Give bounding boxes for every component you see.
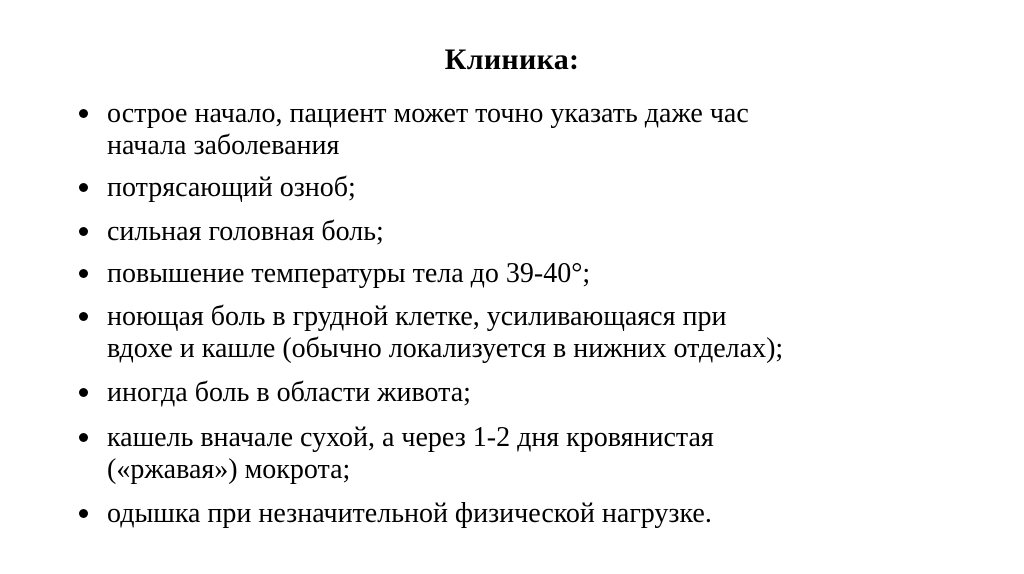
bullet-dot-icon: [79, 388, 88, 397]
bullet-dot-icon: [79, 509, 88, 518]
list-item-text: иногда боль в области живота;: [107, 377, 471, 408]
slide-title: Клиника:: [444, 43, 580, 76]
list-item-line: начала заболевания: [107, 130, 340, 161]
list-item-line: ноющая боль в грудной клетке, усиливающаяся при: [107, 301, 727, 332]
list-item-text: повышение температуры тела до 39-40°;: [107, 258, 591, 289]
list-item-line: острое начало, пациент может точно указать даже час: [107, 98, 749, 129]
list-item-text: [107, 422, 949, 486]
bullet-dot-icon: [79, 109, 88, 118]
bullet-dot-icon: [79, 433, 88, 442]
list-item-line: кашель вначале сухой, а через 1-2 дня кровянистая: [107, 422, 714, 453]
list-item-line: («ржавая») мокрота;: [107, 454, 351, 485]
list-item-line: вдохе и кашле (обычно локализуется в нижних отделах);: [107, 333, 784, 364]
list-item-text: [107, 301, 949, 365]
list-item-text: одышка при незначительной физической нагрузке.: [107, 498, 712, 529]
list-item-text: потрясающий озноб;: [107, 172, 356, 203]
bullet-dot-icon: [79, 269, 88, 278]
bullet-dot-icon: [79, 312, 88, 321]
list-item-text: [107, 98, 949, 162]
bullet-dot-icon: [79, 183, 88, 192]
bullet-dot-icon: [79, 227, 88, 236]
list-item-text: сильная головная боль;: [107, 216, 384, 247]
